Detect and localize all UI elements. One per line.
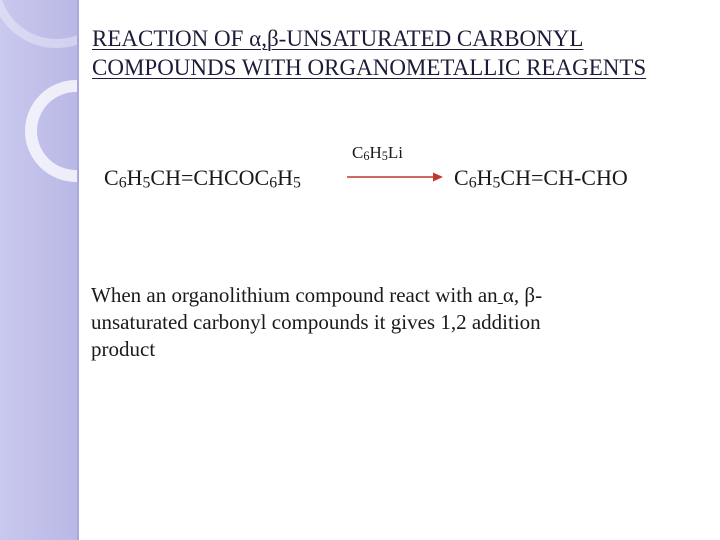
body-line-1b: α, β- [502, 283, 543, 307]
band-edge [77, 0, 79, 540]
body-line-3: product [91, 337, 156, 361]
title-line-1: REACTION OF α,β-UNSATURATED CARBONYL [92, 26, 584, 51]
reactant-formula: $C_6H_5CH=CHCOC_6H_5$ [104, 165, 301, 192]
slide-title [92, 24, 720, 82]
body-line-2: unsaturated carbonyl compounds it gives 1,2 addition [91, 310, 541, 334]
reaction-arrow-icon [345, 170, 445, 184]
decorative-ring [25, 80, 79, 182]
product-formula: $C_6H_5CH=CH$-CHO [454, 165, 628, 192]
reagent-label: $C_6H_5Li$ [352, 143, 403, 163]
explanation-paragraph [91, 282, 651, 363]
title-line-2: COMPOUNDS WITH ORGANOMETALLIC REAGENTS [92, 55, 647, 80]
left-decorative-band [0, 0, 79, 540]
body-line-1a: When an organolithium compound react with an [91, 283, 498, 307]
decorative-ring [0, 0, 79, 48]
